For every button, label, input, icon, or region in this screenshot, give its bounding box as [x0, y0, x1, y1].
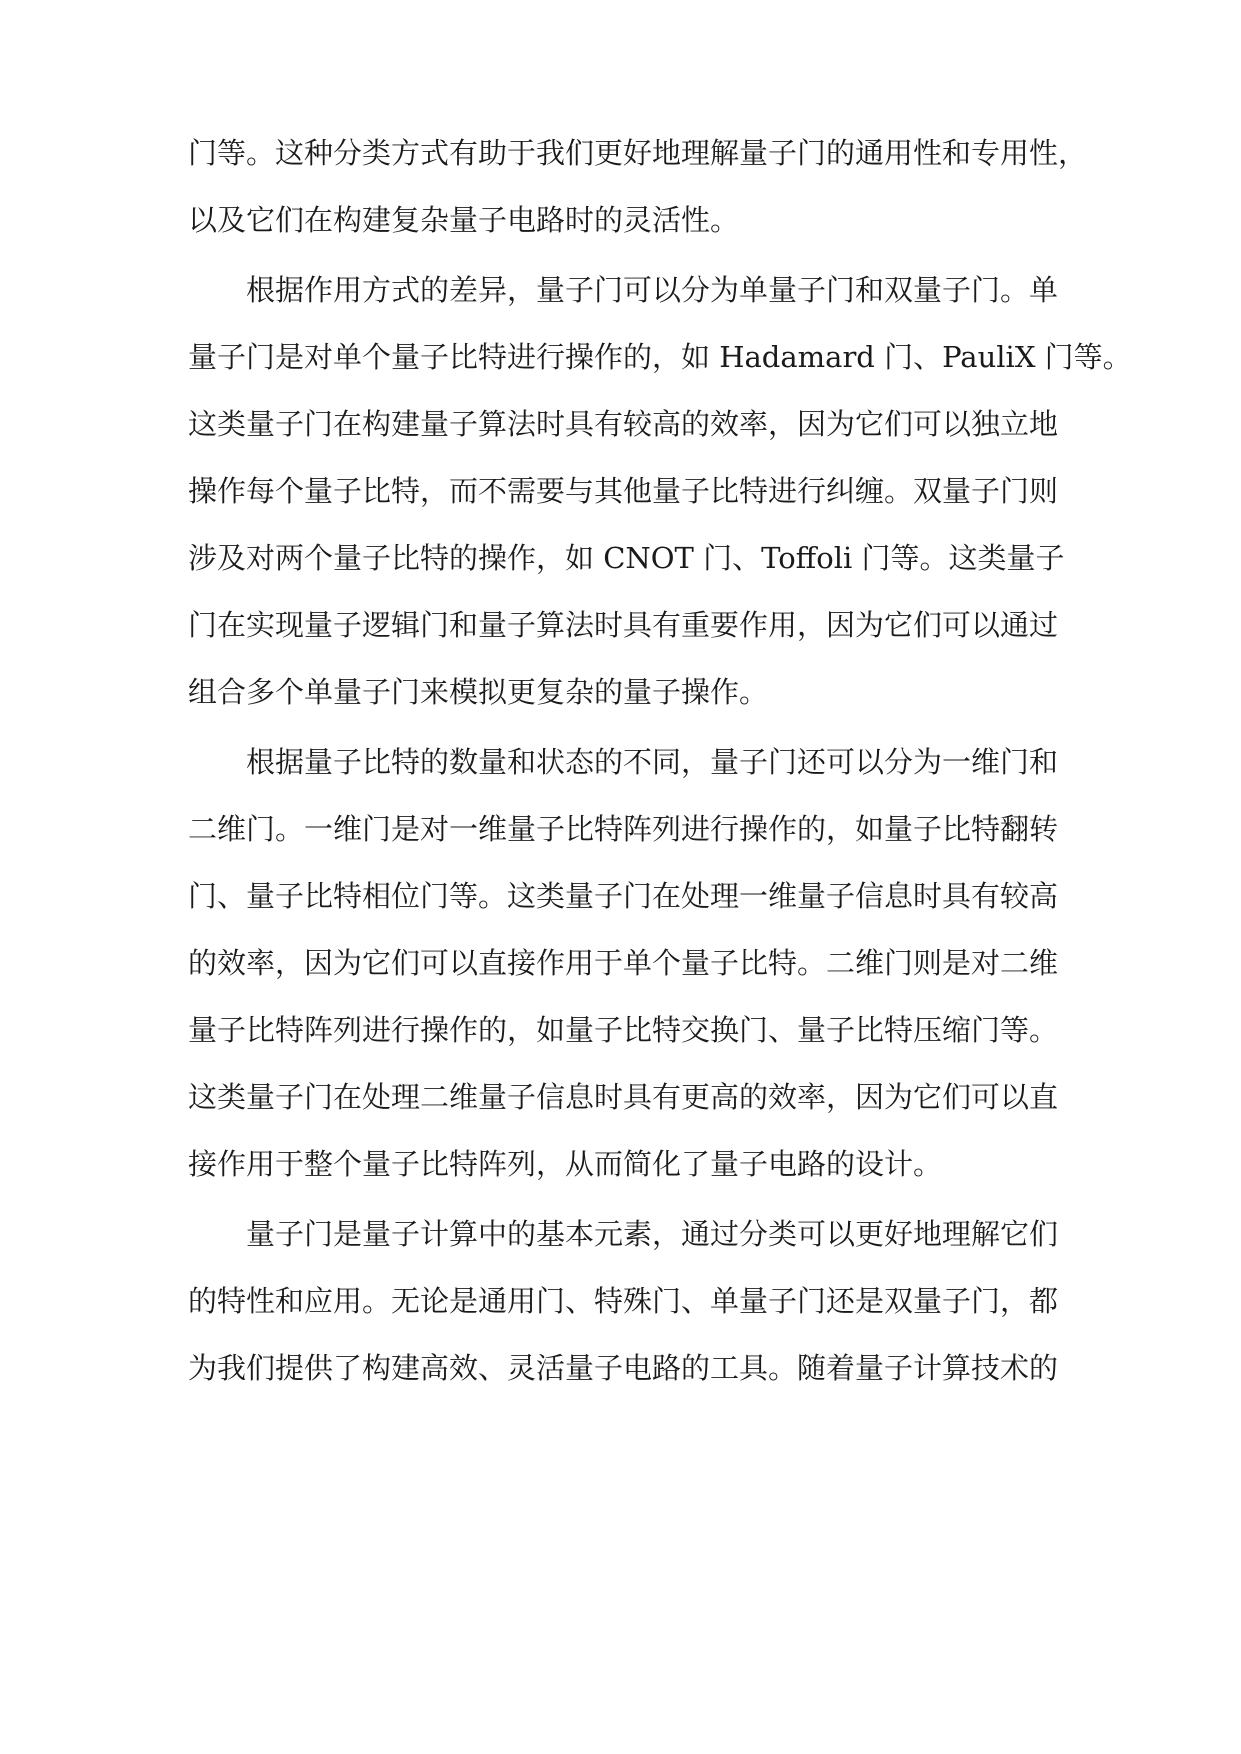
text-line: 门在实现量子逻辑门和量子算法时具有重要作用，因为它们可以通过 — [188, 608, 1059, 642]
text-line: 涉及对两个量子比特的操作，如 CNOT 门、Toffoli 门等。这类量子 — [188, 541, 1065, 575]
text-line: 接作用于整个量子比特阵列，从而简化了量子电路的设计。 — [188, 1147, 943, 1181]
text-line: 组合多个单量子门来模拟更复杂的量子操作。 — [188, 675, 769, 709]
text-line: 这类量子门在构建量子算法时具有较高的效率，因为它们可以独立地 — [188, 407, 1059, 441]
text-line: 操作每个量子比特，而不需要与其他量子比特进行纠缠。双量子门则 — [188, 474, 1059, 508]
paragraph-first-line: 量子门是量子计算中的基本元素，通过分类可以更好地理解它们 — [246, 1217, 1059, 1251]
text-line: 以及它们在构建复杂量子电路时的灵活性。 — [188, 203, 740, 237]
paragraph-first-line: 根据量子比特的数量和状态的不同，量子门还可以分为一维门和 — [246, 745, 1059, 779]
text-line: 的效率，因为它们可以直接作用于单个量子比特。二维门则是对二维 — [188, 946, 1059, 980]
text-line: 为我们提供了构建高效、灵活量子电路的工具。随着量子计算技术的 — [188, 1351, 1059, 1385]
paragraph-first-line: 根据作用方式的差异，量子门可以分为单量子门和双量子门。单 — [246, 273, 1059, 307]
text-line: 二维门。一维门是对一维量子比特阵列进行操作的，如量子比特翻转 — [188, 812, 1059, 846]
text-line: 量子比特阵列进行操作的，如量子比特交换门、量子比特压缩门等。 — [188, 1013, 1059, 1047]
text-line: 量子门是对单个量子比特进行操作的，如 Hadamard 门、PauliX 门等。 — [188, 340, 1132, 374]
text-line: 门等。这种分类方式有助于我们更好地理解量子门的通用性和专用性， — [188, 136, 1088, 170]
text-line: 门、量子比特相位门等。这类量子门在处理一维量子信息时具有较高 — [188, 879, 1059, 913]
text-line: 这类量子门在处理二维量子信息时具有更高的效率，因为它们可以直 — [188, 1080, 1059, 1114]
text-line: 的特性和应用。无论是通用门、特殊门、单量子门还是双量子门，都 — [188, 1284, 1059, 1318]
